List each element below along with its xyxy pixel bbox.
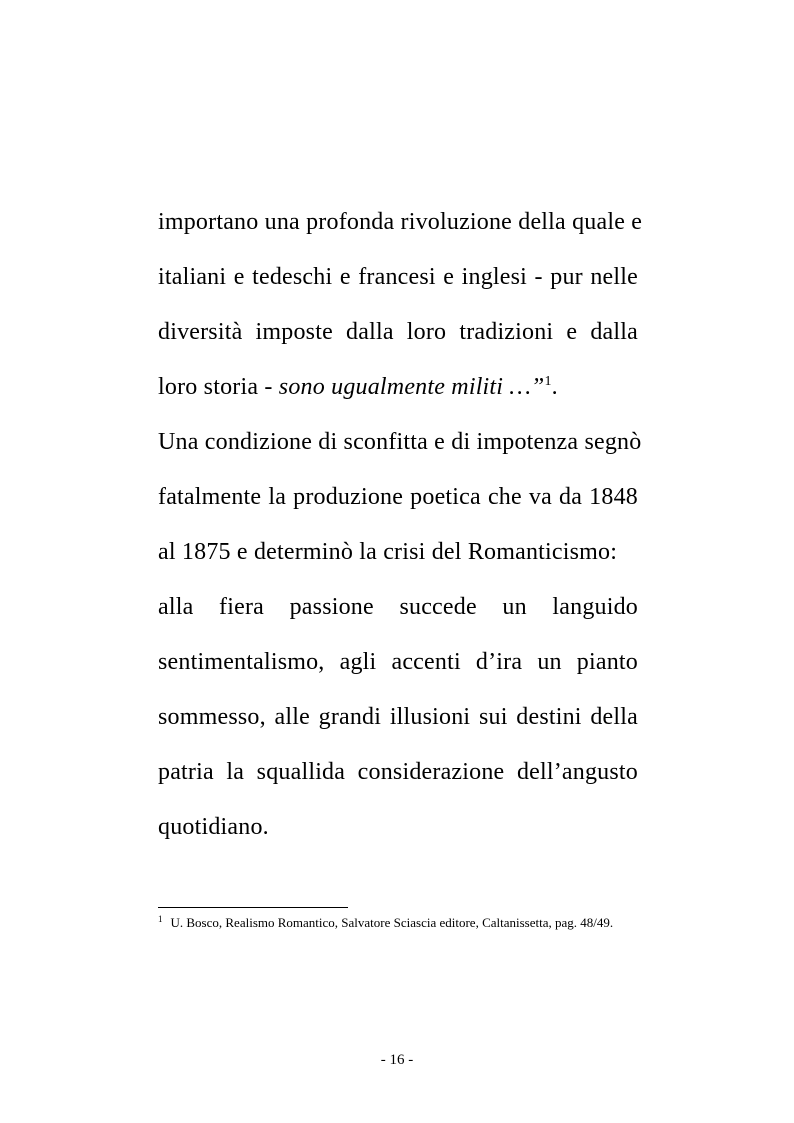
text-line: alla fiera passione succede un languido	[158, 594, 638, 620]
text-line: fatalmente la produzione poetica che va da 1848	[158, 484, 638, 510]
text-line: Una condizione di sconfitta e di impotenza segnò	[158, 429, 642, 455]
footnote-divider	[158, 907, 348, 908]
text-line-quote-end	[158, 365, 638, 420]
body-text	[158, 200, 643, 860]
footnote-number: 1	[158, 913, 163, 924]
footnote	[158, 914, 678, 932]
page-number: - 16 -	[380, 1052, 414, 1068]
text-line: al 1875 e determinò la crisi del Romanticismo:	[158, 539, 618, 565]
footnote-text: U. Bosco, Realismo Romantico, Salvatore Sciascia editore, Caltanissetta, pag. 48/49.	[170, 915, 614, 930]
quote-lead-text: loro storia -	[158, 374, 279, 400]
text-line: diversità imposte dalla loro tradizioni e dalla	[158, 319, 638, 345]
text-line: sommesso, alle grandi illusioni sui destini della	[158, 704, 638, 730]
text-line: quotidiano.	[158, 814, 269, 840]
text-line: italiani e tedeschi e francesi e inglesi - pur nelle	[158, 264, 638, 290]
text-line: importano una profonda rivoluzione della quale e	[158, 209, 643, 235]
text-line: patria la squallida considerazione dell’angusto	[158, 759, 638, 785]
quote-end-punctuation: .	[551, 374, 558, 400]
quote-italic-text: sono ugualmente militi …”	[278, 374, 545, 400]
text-line: sentimentalismo, agli accenti d’ira un pianto	[158, 649, 638, 675]
footnote-reference: 1	[544, 374, 552, 389]
